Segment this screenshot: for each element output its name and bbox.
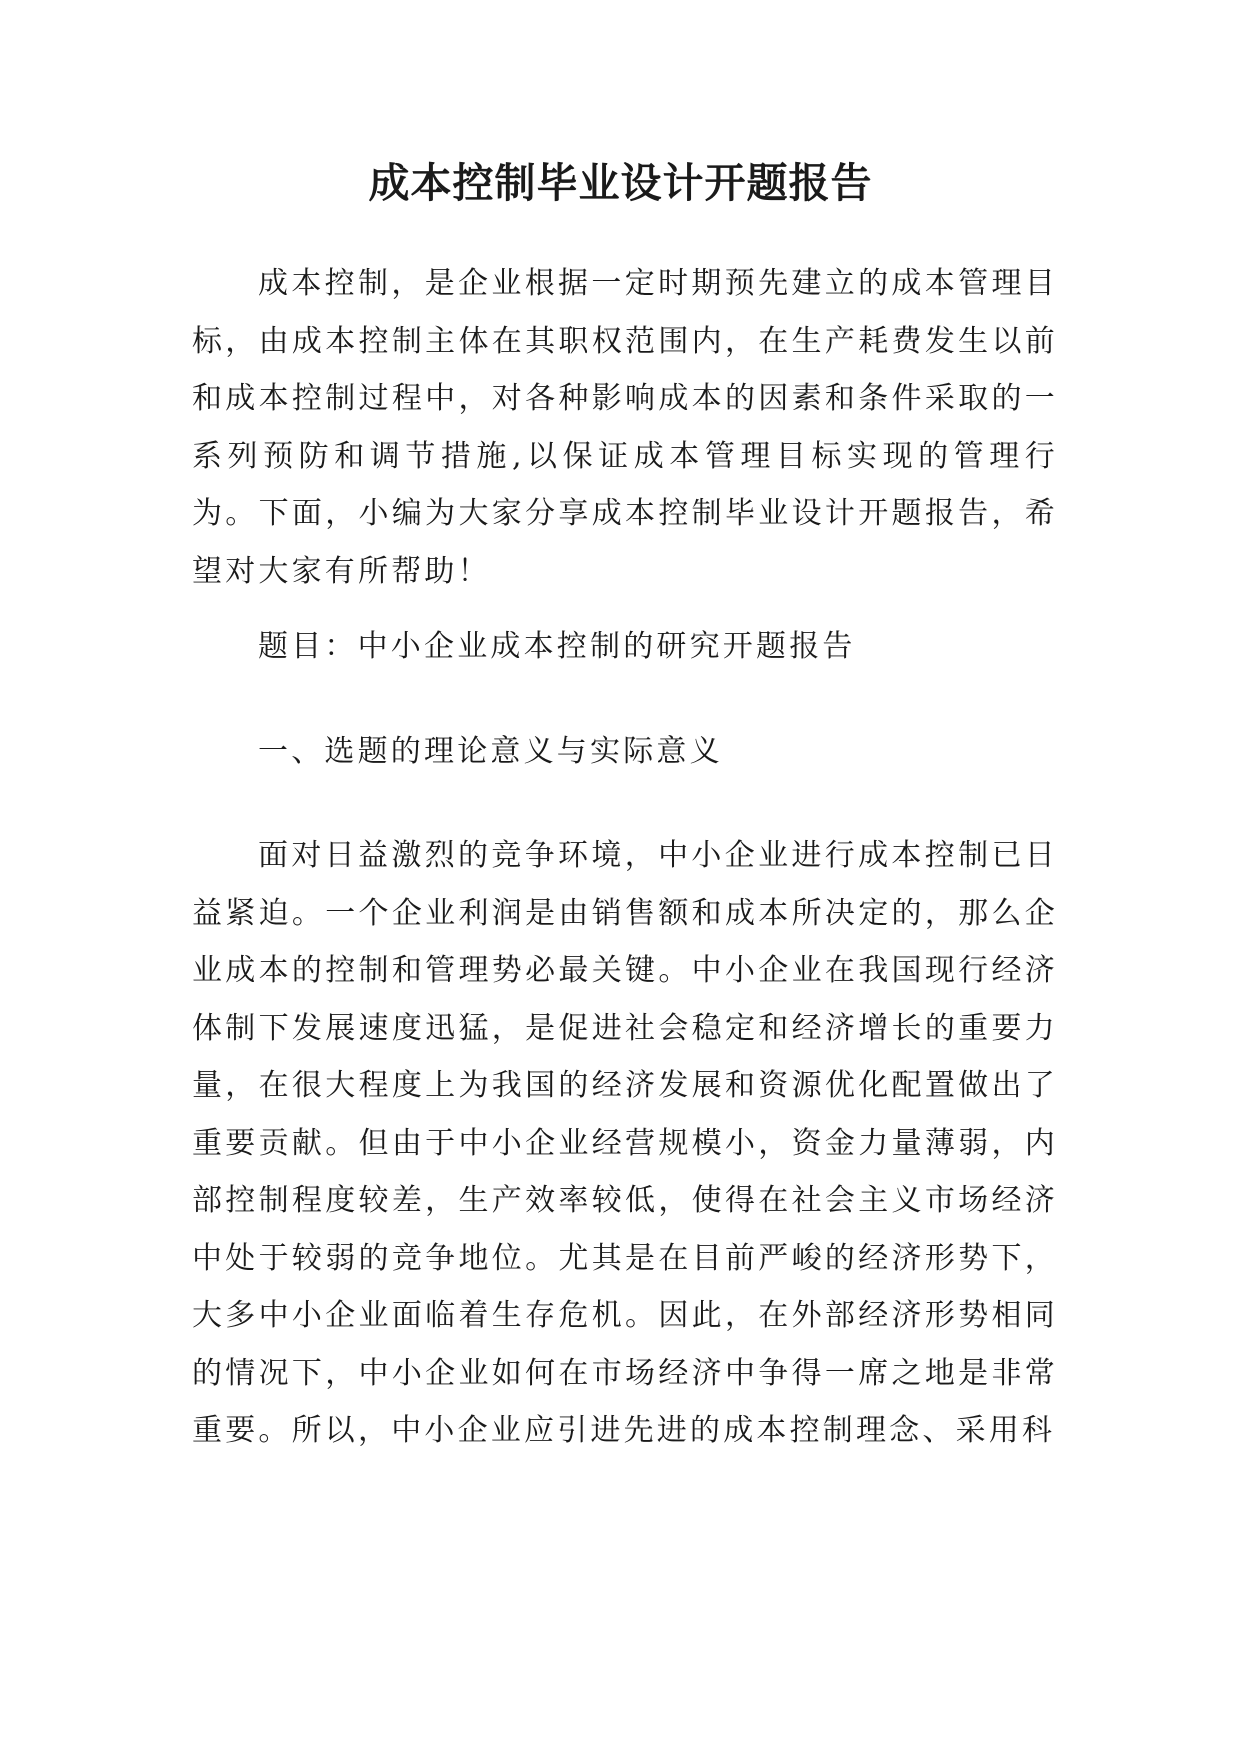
document-title: 成本控制毕业设计开题报告 — [368, 159, 873, 207]
intro-paragraph: 成本控制，是企业根据一定时期预先建立的成本管理目标，由成本控制主体在其职权范围内，在生产耗费发生以前和成本控制过程中，对各种影响成本的因素和条件采取的一系列预防和调节措施,以保证成本管理目标实现的管理行为。下面，小编为大家分享成本控制毕业设计开题报告，希望对大家有所帮助！ — [192, 266, 1058, 589]
section-paragraph: 面对日益激烈的竞争环境，中小企业进行成本控制已日益紧迫。一个企业利润是由销售额和成本所决定的，那么企业成本的控制和管理势必最关键。中小企业在我国现行经济体制下发展速度迅猛，是促进社会稳定和经济增长的重要力量，在很大程度上为我国的经济发展和资源优化配置做出了重要贡献。但由于中小企业经营规模小，资金力量薄弱，内部控制程度较差，生产效率较低，使得在社会主义市场经济中处于较弱的竞争地位。尤其是在目前严峻的经济形势下，大多中小企业面临着生存危机。因此，在外部经济形势相同的情况下，中小企业如何在市场经济中争得一席之地是非常重要。所以，中小企业应引进先进的成本控制理念、采用科 — [192, 838, 1058, 1448]
section-heading: 一、选题的理论意义与实际意义 — [258, 734, 723, 769]
topic-line: 题目：中小企业成本控制的研究开题报告 — [258, 629, 856, 664]
